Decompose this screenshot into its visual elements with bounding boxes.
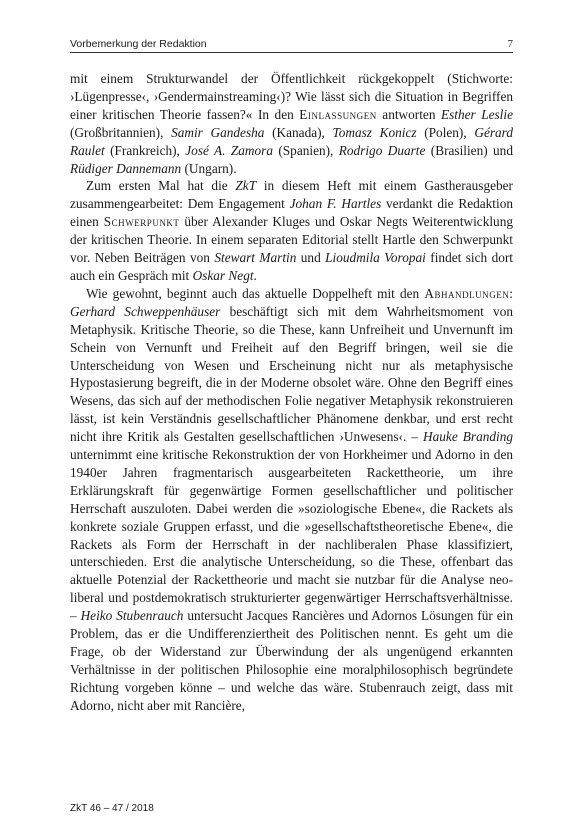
italic-name: Stewart Martin <box>214 250 297 266</box>
paragraph-1 <box>70 70 513 177</box>
italic-name: Heiko Stubenrauch <box>80 608 184 624</box>
text-run: . <box>253 267 257 283</box>
text-run: : <box>509 285 513 301</box>
text-run: unternimmt eine kritische Rekonstruktion der von Horkheimer und Adorno in den 1940er Jahren fragmentarisch ausgearbeiteten Rackettheorie, um ihre Erklärungskraft für gegenwärtige Formen gesellschaftlicher und politischer Herrschaft auszuloten. Dabei werden die »soziologische Ebene«, die Rackets als konkrete soziale Gruppen erfasst, und die »gesellschaftstheoretische Ebene«, die Rackets als Form der Herrschaft in der nachliberalen Phase klassifiziert, unterschieden. Erst die analytische Unterscheidung, so die These, offenbart das aktuelle Potenzial der Rackettheorie und macht sie nutzbar für die Analyse neoliberal und postdemokratisch strukturierter gegenwärtiger Herrschaftsverhältnisse. – <box>70 447 513 624</box>
paragraph-3 <box>70 285 513 715</box>
italic-name: Rodrigo Duarte <box>338 142 426 158</box>
running-head-title: Vorbemerkung der Redaktion <box>70 38 207 50</box>
text-run: antworten <box>376 106 441 122</box>
italic-name: Tomasz Konicz <box>332 124 417 140</box>
text-run: (Brasilien) und <box>425 142 513 158</box>
italic-name: Esther Leslie <box>440 106 513 122</box>
text-run: verdankt die Redaktion einen <box>70 196 513 230</box>
italic-name: Gerhard Schweppenhäuser <box>70 303 221 319</box>
text-run: Zum ersten Mal hat die <box>85 178 236 194</box>
text-run: (Frankreich), <box>104 142 186 158</box>
italic-name: Rüdiger Dannemann <box>70 160 182 176</box>
text-run: beschäftigt sich mit dem Wahrheitsmoment von Metaphysik. Kritische Theorie, so die These, kann Unfreiheit und Unvernunft im Schein von Vernunft und Freiheit auf den Begriff bringen, weil sie die Unterscheidung von Wesen und Erscheinung nicht nur als metaphysische Hypostasierung begreift, die in der Moderne obsolet wäre. Ohne den Begriff eines Wesens, das sich auf der methodischen Folie negativer Metaphysik rekonstruieren lässt, ist kein Verständnis gesellschaftlicher Phänomene denkbar, und erst recht nicht ihre Kritik als Gestalten gesellschaftlichen ›Unwesens‹. – <box>70 303 514 445</box>
text-run: (Kanada), <box>264 124 333 140</box>
italic-name: Lioudmila Voropai <box>325 250 426 266</box>
page-number: 7 <box>507 38 513 50</box>
text-run: Wie gewohnt, beginnt auch das aktuelle Doppelheft mit den <box>85 285 425 301</box>
italic-name: Gérard Raulet <box>70 124 514 158</box>
italic-name: ZkT <box>235 178 257 194</box>
text-run: und <box>296 250 326 266</box>
body-text <box>70 70 513 715</box>
italic-name: Oskar Negt <box>192 267 254 283</box>
text-run: über Alexander Kluges und Oskar Negts Weiterentwicklung der kritischen Theorie. In einem separaten Editorial stellt Hartle den Schwerpunkt vor. Neben Beiträgen von <box>70 214 513 266</box>
section-term: Abhandlungen <box>424 285 510 301</box>
italic-name: Samir Gandesha <box>171 124 265 140</box>
text-run: (Spanien), <box>272 142 339 158</box>
italic-name: José A. Zamora <box>185 142 273 158</box>
text-run: in diesem Heft mit einem Gastherausgeber zusammengearbeitet: Dem Engagement <box>70 178 513 212</box>
text-run: untersucht Jacques Rancières und Adornos Lösungen für ein Problem, das er die Undifferenziertheit des Politischen nennt. Es geht um die Frage, ob der Widerstand zur Überwindung der als ungenügend erkannten Verhältnisse in der politischen Philosophie eine moralphilosophisch begründete Richtung vorgeben könne – und welche das wäre. Stubenrauch zeigt, dass mit Adorno, nicht aber mit Rancière, <box>70 608 513 713</box>
text-run: (Polen), <box>416 124 475 140</box>
italic-name: Hauke Branding <box>423 429 514 445</box>
text-run: mit einem Strukturwandel der Öffentlichkeit rückgekoppelt (Stichworte: ›Lügenpresse‹, ›Gendermainstreaming‹)? Wie lässt sich die Situation in Begriffen einer kritischen Theorie fassen?« In den <box>70 71 513 122</box>
text-run: (Großbritannien), <box>70 124 172 140</box>
section-term: Einlassungen <box>299 106 377 122</box>
italic-name: Johan F. Hartles <box>289 196 382 212</box>
running-head <box>70 36 513 53</box>
section-term: Schwerpunkt <box>103 214 180 230</box>
text-run: findet sich dort auch ein Gespräch mit <box>70 250 513 283</box>
text-run: (Ungarn). <box>181 160 237 176</box>
paragraph-2 <box>70 177 513 284</box>
footer-citation: ZkT 46 – 47 / 2018 <box>70 803 154 814</box>
